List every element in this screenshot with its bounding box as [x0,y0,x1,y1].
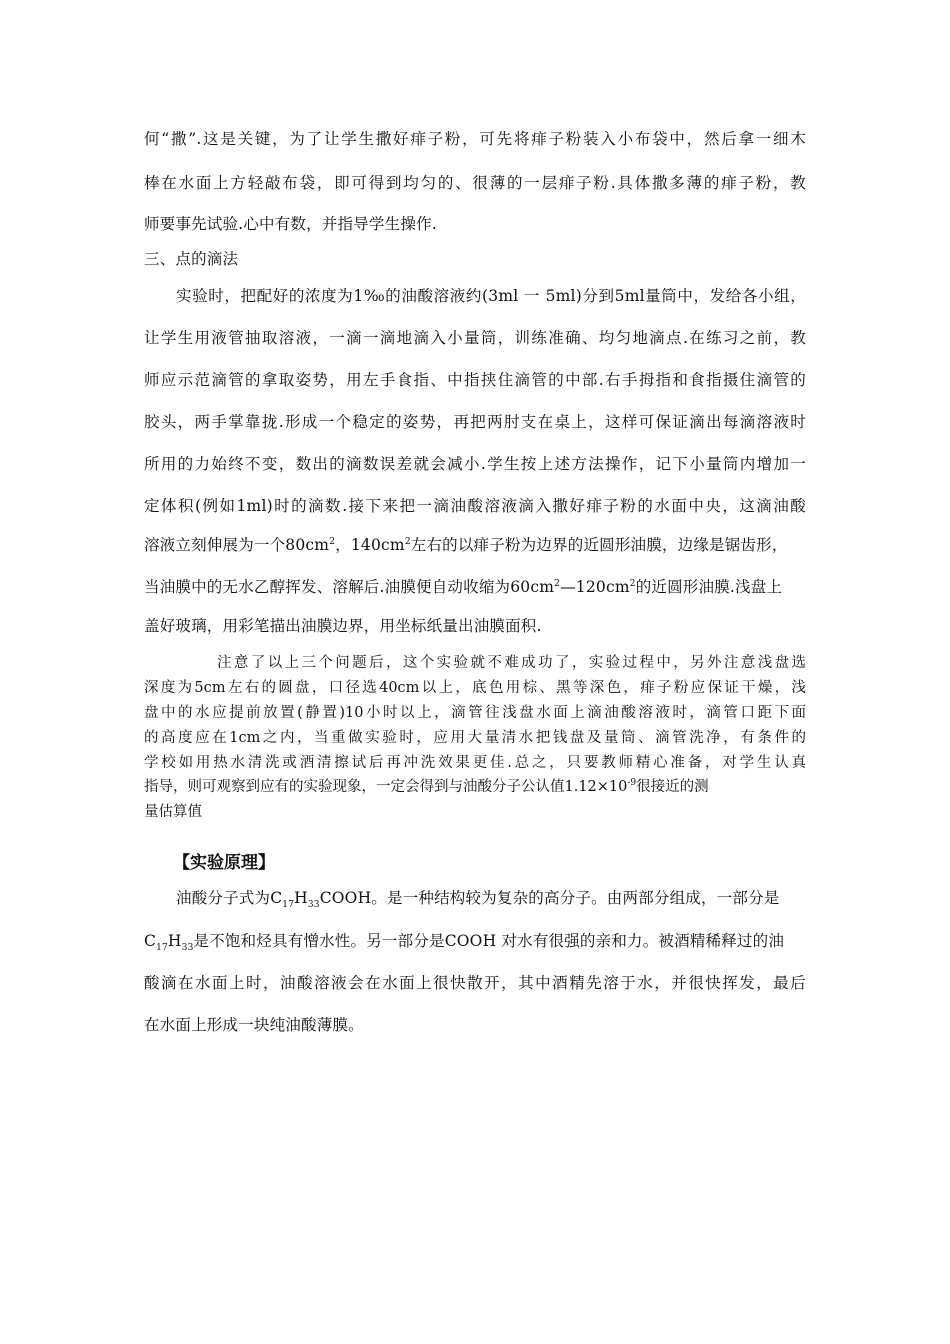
paragraph-line [144,575,806,597]
text-run: 溶液立刻伸展为一个80cm [144,536,330,554]
text-run: 的近圆形油膜.浅盘上 [635,578,783,596]
superscript: 2 [329,536,336,547]
text-run: ，140cm [335,536,405,554]
text-run: 当油膜中的无水乙醇挥发、溶解后.油膜便自动收缩为60cm [144,578,555,596]
paragraph-line [144,533,806,555]
text-run: C [144,932,157,950]
section-heading: 【实验原理】 [173,853,275,873]
paragraph-line: 胶头，两手掌靠拢.形成一个稳定的姿势，再把两肘支在桌上，这样可保证滴出每滴溶液时 [144,413,806,431]
text-run: 油酸分子式为C [176,889,283,907]
paragraph-line: 定体积(例如1ml)时的滴数.接下来把一滴油酸溶液滴入撒好痱子粉的水面中央，这滴油酸 [144,497,806,515]
subscript: 17 [282,900,295,911]
paragraph-line: 量估算值 [144,804,202,820]
superscript: 2 [404,536,411,547]
paragraph-line [144,775,806,796]
text-run: COOH。是一种结构较为复杂的高分子。由两部分组成，一部分是 [319,889,780,907]
superscript: 2 [629,578,636,589]
paragraph-line: 的高度应在1cm之内，当重做实验时，应用大量清水把钱盘及量筒、滴管洗净，有条件的 [144,730,806,746]
paragraph-line: 师要事先试验.心中有数，并指导学生操作. [144,215,437,233]
paragraph-line [144,929,806,953]
paragraph-line: 何“撒”.这是关键，为了让学生撒好痱子粉，可先将痱子粉装入小布袋中，然后拿一细木 [144,130,806,148]
paragraph-line [176,886,806,910]
subscript: 17 [156,943,168,954]
text-run: 很接近的测 [636,779,709,795]
paragraph-line: 师应示范滴管的拿取姿势，用左手食指、中指挟住滴管的中部.右手拇指和食指摄住滴管的 [144,371,806,389]
section-title: 三、点的滴法 [144,250,239,268]
paragraph-line: 酸滴在水面上时，油酸溶液会在水面上很快散开，其中酒精先溶于水，并很快挥发，最后 [144,974,806,992]
text-run: H [294,889,308,907]
superscript: 2 [554,578,561,589]
paragraph-line: 棒在水面上方轻敲布袋，即可得到均匀的、很薄的一层痱子粉.具体撒多薄的痱子粉，教 [144,174,806,192]
paragraph-line: 实验时，把配好的浓度为1‰的油酸溶液约(3ml 一 5ml)分到5ml量筒中，发给各小组， [176,287,806,305]
text-run: 左右的以痱子粉为边界的近圆形油膜，边缘是锯齿形， [410,536,788,554]
text-run: 是不饱和烃具有憎水性。另一部分是COOH 对水有很强的亲和力。被酒精稀释过的油 [193,932,785,950]
subscript: 33 [307,900,320,911]
text-run: H [167,932,182,950]
paragraph-line: 深度为5cm左右的圆盘，口径选40cm以上，底色用棕、黑等深色，痱子粉应保证干燥，浅 [144,680,806,696]
paragraph-line: 让学生用液管抽取溶液，一滴一滴地滴入小量筒，训练准确、均匀地滴点.在练习之前，教 [144,329,806,347]
text-run: —120cm [560,578,630,596]
paragraph-line: 盘中的水应提前放置(静置)10小时以上，滴管往浅盘水面上滴油酸溶液时，滴管口距下面 [144,705,806,721]
paragraph-line: 学校如用热水清洗或酒清擦试后再冲洗效果更佳.总之，只要教师精心准备，对学生认真 [144,755,806,771]
paragraph-line: 盖好玻璃，用彩笔描出油膜边界，用坐标纸量出油膜面积. [144,617,542,635]
superscript: -9 [627,778,637,789]
paragraph-line: 注意了以上三个问题后，这个实验就不难成功了，实验过程中，另外注意浅盘选 [217,655,806,671]
paragraph-line: 所用的力始终不变，数出的滴数误差就会减小.学生按上述方法操作，记下小量筒内增加一 [144,455,806,473]
paragraph-line: 在水面上形成一块纯油酸薄膜。 [144,1016,364,1034]
text-run: 指导，则可观察到应有的实验现象，一定会得到与油酸分子公认值1.12×10 [144,779,628,795]
subscript: 33 [181,943,194,954]
